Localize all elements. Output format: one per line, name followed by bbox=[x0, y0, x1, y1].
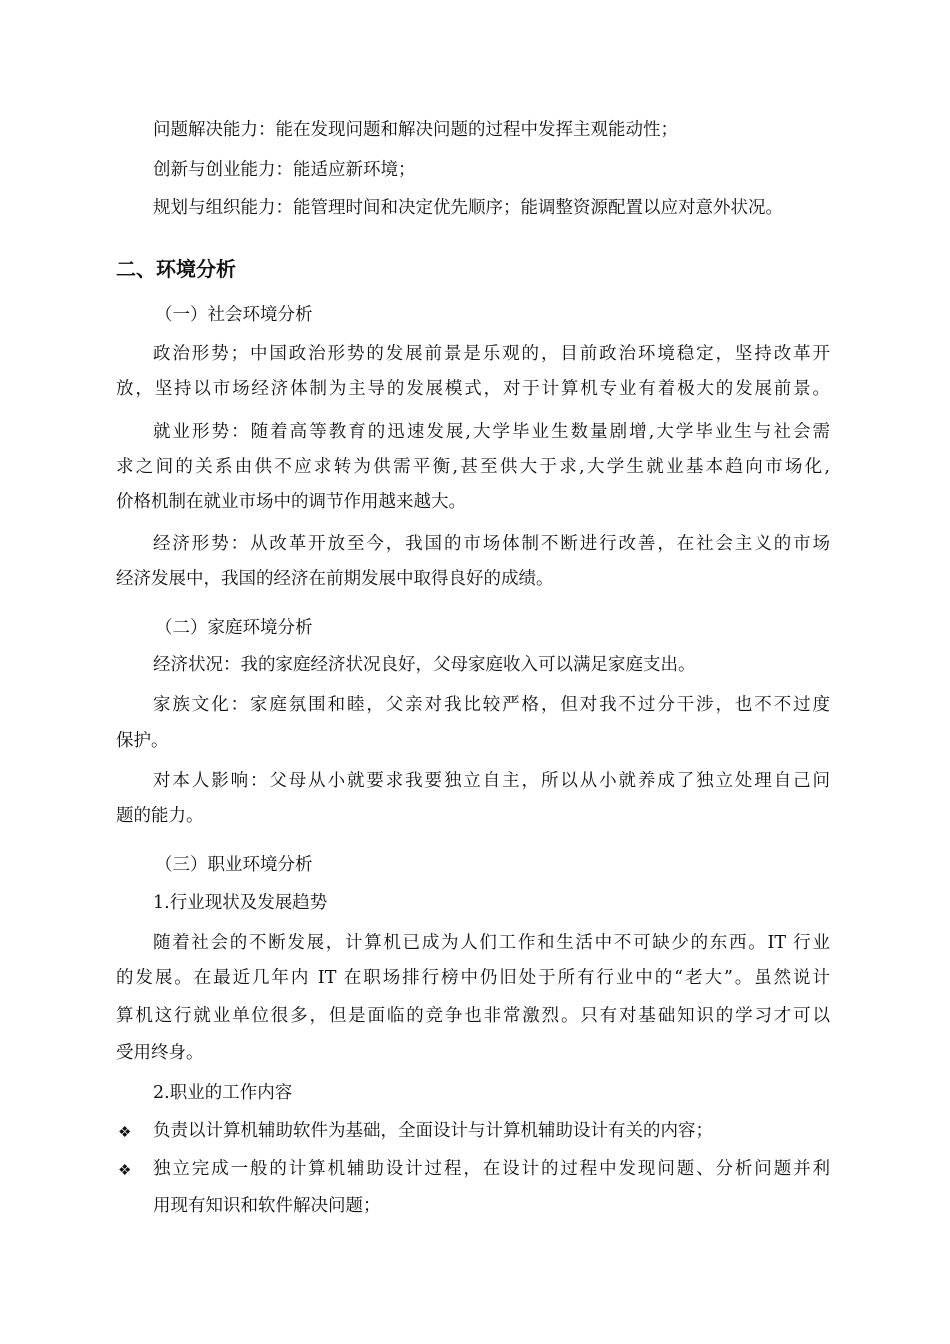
paragraph-line: 经济形势：从改革开放至今，我国的市场体制不断进行改善，在社会主义的市场 bbox=[153, 534, 830, 554]
bullet-item: 独立完成一般的计算机辅助设计过程，在设计的过程中发现问题、分析问题并利 bbox=[153, 1159, 830, 1179]
paragraph-line: 算机这行就业单位很多，但是面临的竞争也非常激烈。只有对基础知识的学习才可以 bbox=[116, 1006, 830, 1026]
subsection-heading: （三）职业环境分析 bbox=[155, 855, 313, 875]
paragraph-line: 政治形势；中国政治形势的发展前景是乐观的，目前政治环境稳定，坚持改革开 bbox=[153, 344, 830, 364]
paragraph-line: 受用终身。 bbox=[116, 1043, 204, 1063]
paragraph-line: 放，坚持以市场经济体制为主导的发展模式，对于计算机专业有着极大的发展前景。 bbox=[116, 379, 830, 399]
paragraph-line: 题的能力。 bbox=[116, 806, 204, 826]
paragraph-line: 求之间的关系由供不应求转为供需平衡,甚至供大于求,大学生就业基本趋向市场化, bbox=[116, 457, 830, 477]
paragraph-line: 随着社会的不断发展，计算机已成为人们工作和生活中不可缺少的东西。IT 行业 bbox=[153, 933, 830, 953]
paragraph-line: 家族文化：家庭氛围和睦，父亲对我比较严格，但对我不过分干涉，也不不过度 bbox=[153, 695, 830, 715]
bullet-item: 负责以计算机辅助软件为基础，全面设计与计算机辅助设计有关的内容； bbox=[153, 1121, 713, 1141]
subsection-heading: 1.行业现状及发展趋势 bbox=[153, 893, 328, 913]
diamond-bullet-icon: ❖ bbox=[118, 1123, 132, 1141]
paragraph-line: 规划与组织能力：能管理时间和决定优先顺序；能调整资源配置以应对意外状况。 bbox=[153, 198, 783, 218]
paragraph-line: 经济发展中，我国的经济在前期发展中取得良好的成绩。 bbox=[116, 569, 554, 589]
paragraph-line: 创新与创业能力：能适应新环境； bbox=[153, 160, 416, 180]
section-heading: 二、环境分析 bbox=[116, 257, 236, 281]
subsection-heading: （二）家庭环境分析 bbox=[155, 618, 313, 638]
paragraph-line: 价格机制在就业市场中的调节作用越来越大。 bbox=[116, 492, 466, 512]
paragraph-line: 就业形势：随着高等教育的迅速发展,大学毕业生数量剧增,大学毕业生与社会需 bbox=[153, 422, 830, 442]
subsection-heading: 2.职业的工作内容 bbox=[153, 1083, 293, 1103]
paragraph-line: 经济状况：我的家庭经济状况良好，父母家庭收入可以满足家庭支出。 bbox=[153, 655, 696, 675]
paragraph-line: 对本人影响：父母从小就要求我要独立自主，所以从小就养成了独立处理自己问 bbox=[153, 771, 830, 791]
paragraph-line: 的发展。在最近几年内 IT 在职场排行榜中仍旧处于所有行业中的“老大”。虽然说计 bbox=[116, 968, 830, 988]
paragraph-line: 问题解决能力：能在发现问题和解决问题的过程中发挥主观能动性； bbox=[153, 120, 678, 140]
paragraph-line: 保护。 bbox=[116, 731, 169, 751]
bullet-item-continuation: 用现有知识和软件解决问题； bbox=[153, 1196, 381, 1216]
subsection-heading: （一）社会环境分析 bbox=[155, 305, 313, 325]
diamond-bullet-icon: ❖ bbox=[118, 1161, 132, 1179]
